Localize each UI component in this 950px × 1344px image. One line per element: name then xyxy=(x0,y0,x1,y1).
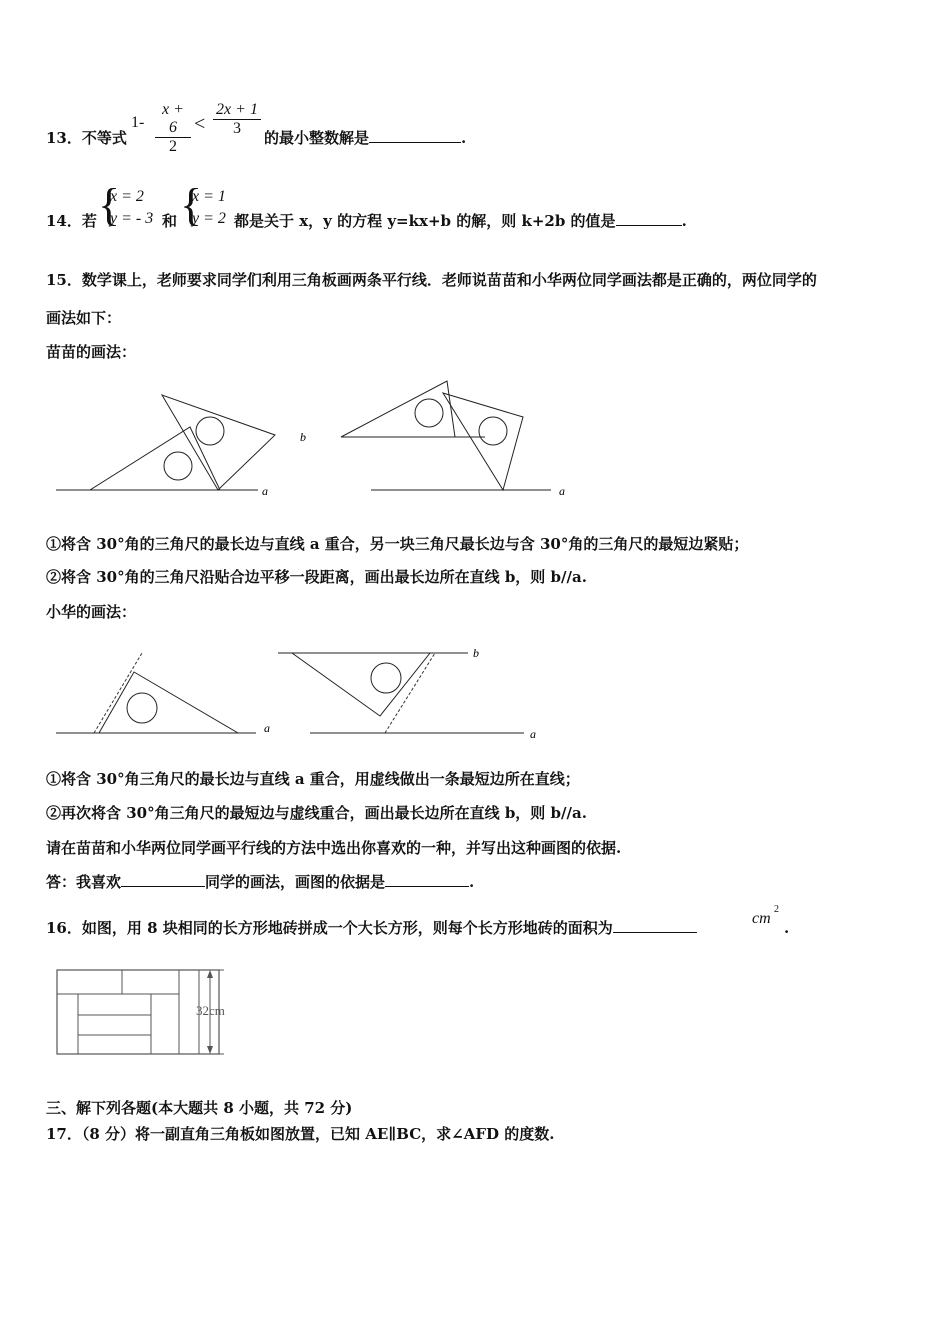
q13-frac1-numerator: x + 6 xyxy=(162,101,184,136)
label-a: a xyxy=(530,727,536,741)
triangle-hole xyxy=(164,452,192,480)
q17-text: 17．（8 分）将一副直角三角板如图放置，已知 AE∥BC，求∠AFD 的度数. xyxy=(46,1125,555,1143)
q13-one-minus: 1- xyxy=(131,114,145,131)
reason-blank[interactable] xyxy=(385,872,469,887)
q14-suffix: 都是关于 x，y 的方程 y=kx+b 的解，则 k+2b 的值是 xyxy=(234,212,616,230)
section-3-title: 三、解下列各题(本大题共 8 小题，共 72 分) xyxy=(46,1099,353,1117)
dimension-label: 32cm xyxy=(196,1003,225,1018)
triangle-small xyxy=(341,381,455,437)
miao-title: 苗苗的画法： xyxy=(46,343,137,361)
q13-fraction-1 xyxy=(155,101,191,156)
answer-prefix: 答：我喜欢 xyxy=(46,873,122,891)
label-b: b xyxy=(300,430,306,444)
q13-frac1-denominator: 2 xyxy=(169,138,177,155)
miao-step-2: ②将含 30°角的三角尺沿贴合边平移一段距离，画出最长边所在直线 b，则 b//a. xyxy=(46,568,587,586)
q16-text: 16．如图，用 8 块相同的长方形地砖拼成一个大长方形，则每个长方形地砖的面积为 xyxy=(46,919,613,937)
q14-end: . xyxy=(681,212,687,230)
q13-suffix-line xyxy=(264,128,466,148)
q14-suffix-line xyxy=(234,211,687,231)
triangle xyxy=(292,653,430,716)
answer-end: . xyxy=(469,873,475,891)
hua-step-2: ②再次将含 30°角三角尺的最短边与虚线重合，画出最长边所在直线 b，则 b//a. xyxy=(46,804,587,822)
q13-frac2-numerator: 2x + 1 xyxy=(216,101,258,118)
q14-and: 和 xyxy=(162,212,178,230)
q15-ask: 请在苗苗和小华两位同学画平行线的方法中选出你喜欢的一种，并写出这种画图的依据. xyxy=(46,839,622,857)
q14-system-1 xyxy=(110,186,153,230)
q14-prefix: 14．若 xyxy=(46,212,97,230)
q13-suffix: 的最小整数解是 xyxy=(264,129,370,147)
tile-figure xyxy=(50,962,250,1062)
label-a: a xyxy=(264,721,270,735)
q16-answer-blank[interactable] xyxy=(613,918,697,933)
q14-sys1-eq1: x = 2 xyxy=(110,188,144,205)
q15-line1: 15．数学课上，老师要求同学们利用三角板画两条平行线．老师说苗苗和小华两位同学画法都是正确的，两位同学的 xyxy=(46,271,817,289)
hua-figure-2 xyxy=(270,640,550,745)
less-than-sign: < xyxy=(194,113,206,135)
big-rectangle xyxy=(57,970,219,1054)
hua-figure-1 xyxy=(50,648,290,740)
miao-step-1: ①将含 30°角的三角尺的最长边与直线 a 重合，另一块三角尺最长边与含 30°角的三角尺的最短边紧贴； xyxy=(46,535,749,553)
triangle-hole xyxy=(371,663,401,693)
miao-figure-2 xyxy=(295,375,585,505)
hua-title: 小华的画法： xyxy=(46,603,137,621)
q15-answer-line xyxy=(46,872,474,892)
triangle-hole xyxy=(479,417,507,445)
arrow-up-icon xyxy=(207,970,213,978)
miao-figure-1 xyxy=(50,385,290,505)
left-brace-icon: { xyxy=(98,179,121,230)
q13-frac2-denominator: 3 xyxy=(233,120,241,137)
q13-fraction-2 xyxy=(213,101,261,138)
left-brace-icon: { xyxy=(180,179,203,230)
q16-unit: cm xyxy=(752,910,771,927)
q15-line2: 画法如下： xyxy=(46,309,122,327)
q14-answer-blank[interactable] xyxy=(616,211,682,226)
q14-sys2-eq2: y = 2 xyxy=(192,210,226,227)
q14-sys2-eq1: x = 1 xyxy=(192,188,226,205)
q13-prefix: 13．不等式 xyxy=(46,129,127,147)
q16-end: . xyxy=(784,919,790,937)
triangle-hole xyxy=(196,417,224,445)
q16-line xyxy=(46,918,697,938)
triangle-hole xyxy=(127,693,157,723)
label-a: a xyxy=(262,484,268,498)
liked-student-blank[interactable] xyxy=(121,872,205,887)
q13-line xyxy=(46,128,127,148)
q13-answer-blank[interactable] xyxy=(369,128,461,143)
label-a: a xyxy=(559,484,565,498)
triangle-hole xyxy=(415,399,443,427)
q14-prefix-line xyxy=(46,211,97,231)
arrow-down-icon xyxy=(207,1046,213,1054)
q14-sys1-eq2: y = - 3 xyxy=(110,210,154,227)
hua-step-1: ①将含 30°角三角尺的最长边与直线 a 重合，用虚线做出一条最短边所在直线； xyxy=(46,770,580,788)
triangle-small xyxy=(90,427,220,490)
q16-unit-superscript: 2 xyxy=(774,904,779,915)
q14-system-2 xyxy=(192,186,226,230)
triangle xyxy=(99,672,238,733)
answer-middle: 同学的画法，画图的依据是 xyxy=(205,873,386,891)
q13-end: . xyxy=(461,129,467,147)
label-b: b xyxy=(473,646,479,660)
